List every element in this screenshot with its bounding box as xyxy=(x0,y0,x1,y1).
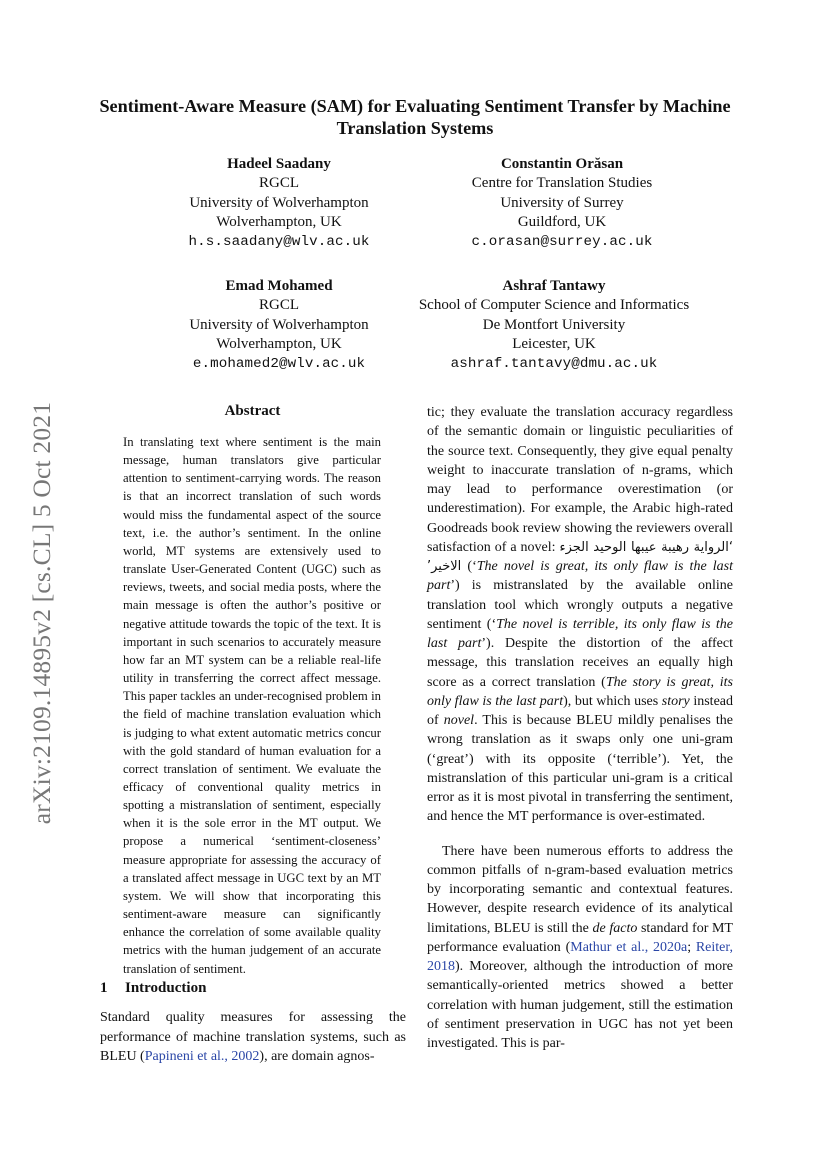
section-title: Introduction xyxy=(125,980,207,996)
body-text: ). Moreover, although the introduction of more semantically-oriented metrics showed a better correlation with human judgement, still the estimation of sentiment preservation in UGC has not yet been investigated. This is par- xyxy=(427,959,733,1051)
paper-title: Sentiment-Aware Measure (SAM) for Evaluating Sentiment Transfer by Machine Translation Systems xyxy=(99,96,731,138)
author-name: Ashraf Tantawy xyxy=(502,278,606,294)
example-text: story xyxy=(661,693,690,709)
author-name: Hadeel Saadany xyxy=(227,156,331,172)
abstract-heading: Abstract xyxy=(224,403,281,419)
example-text: The novel is terrible, its only flaw is the last part xyxy=(427,616,733,651)
author-affiliation: Wolverhampton, UK xyxy=(216,336,342,353)
right-column xyxy=(427,403,733,1053)
body-paragraph xyxy=(427,403,733,827)
author-affiliation: RGCL xyxy=(258,297,299,314)
author-email[interactable]: c.orasan@surrey.ac.uk xyxy=(471,233,653,250)
arxiv-identifier: arXiv:2109.14895v2 [cs.CL] 5 Oct 2021 xyxy=(27,401,56,825)
author-email[interactable]: ashraf.tantavy@dmu.ac.uk xyxy=(450,355,658,372)
arabic-quote: ‘الرواية رهيبة عيبها الوحيد الجزء الاخير’ xyxy=(427,539,733,574)
author-affiliation: University of Wolverhampton xyxy=(189,316,369,333)
body-text: (‘ xyxy=(461,559,477,574)
emphasis-text: de facto xyxy=(592,920,638,936)
body-text: ), but which uses xyxy=(563,693,662,709)
citation-link[interactable]: Papineni et al., 2002 xyxy=(144,1049,260,1064)
example-text: The novel is great, its only flaw is the last part xyxy=(427,559,733,594)
body-text: . This is because BLEU mildly penalises the wrong translation as it swaps only one uni-gram (‘great’) with its opposite (‘terrible’). Yet, the mistranslation of this particular uni-gram is a critical error as it is most pivotal in transferring the sentiment, and hence the MT performance is over-estimated. xyxy=(427,713,733,825)
body-text: Standard quality measures for assessing the performance of machine translation systems, such as BLEU ( xyxy=(100,1010,406,1064)
author-name: Constantin Orăsan xyxy=(500,156,624,172)
author-email[interactable]: e.mohamed2@wlv.ac.uk xyxy=(192,355,366,372)
author-email[interactable]: h.s.saadany@wlv.ac.uk xyxy=(188,233,370,250)
author-affiliation: University of Wolverhampton xyxy=(189,194,369,211)
author-block xyxy=(395,277,713,374)
citation-link[interactable]: Mathur et al., 2020a xyxy=(570,939,688,955)
abstract-text: In translating text where sentiment is the main message, human translators give particular attention to sentiment-carrying words. The reason is that an incorrect translation of such words would miss the fundamental aspect of the source text, i.e. the author’s sentiment. In the online world, MT systems are extensively used to translate User-Generated Content (UGC) such as reviews, tweets, and social media posts, where the main message is often the author’s positive or negative attitude towards the topic of the text. It is important in such scenarios to accurately measure how far an MT system can be a reliable real-life utility in transferring the correct affect message. This paper tackles an under-recognised problem in the field of machine translation evaluation which is judging to what extent automatic metrics concur with the gold standard of human evaluation for a correct translation of sentiment. We evaluate the efficacy of conventional quality metrics in spotting a mistranslation of sentiment, especially when it is the sole error in the MT output. We propose a numerical ‘sentiment-closeness’ measure appropriate for assessing the accuracy of a translated affect message in UGC text by an MT system. We will show that incorporating this sentiment-aware measure can significantly enhance the correlation of some available quality metrics with the human judgement of an accurate translation of sentiment. xyxy=(123,435,381,976)
arxiv-stamp xyxy=(22,378,62,848)
author-block xyxy=(160,277,398,374)
body-text: instead of xyxy=(427,693,733,728)
body-text: standard for MT performance evaluation ( xyxy=(427,920,733,955)
body-text: ; xyxy=(687,939,696,955)
section-number: 1 xyxy=(100,980,108,996)
example-text: novel xyxy=(443,713,475,728)
intro-paragraph xyxy=(100,1008,406,1067)
body-paragraph xyxy=(427,842,733,1054)
author-name: Emad Mohamed xyxy=(225,278,333,294)
author-affiliation: Centre for Translation Studies xyxy=(471,175,653,192)
author-affiliation: De Montfort University xyxy=(482,316,626,333)
author-block xyxy=(428,155,696,252)
body-text: ’) is mistranslated by the available online translation tool which wrongly outputs a negative sentiment (‘ xyxy=(427,578,733,632)
example-text: The story is great, its only flaw is the last part xyxy=(427,674,733,709)
body-text: ’). Despite the distortion of the affect message, this translation receives an equally high score as a correct translation ( xyxy=(427,636,733,690)
body-text: ), are domain agnos- xyxy=(259,1049,375,1064)
author-affiliation: Guildford, UK xyxy=(517,214,607,231)
body-text: tic; they evaluate the translation accuracy regardless of the semantic domain or linguistic peculiarities of the source text. Consequently, they give equal penalty weight to inaccurate translation of n-grams, which may lead to performance overestimation (or underestimation). For example, the Arabic high-rated Goodreads book review showing the reviewers overall satisfaction of a novel: xyxy=(427,405,733,555)
author-block xyxy=(160,155,398,252)
section-heading xyxy=(100,980,405,997)
author-affiliation: Wolverhampton, UK xyxy=(216,214,342,231)
author-affiliation: Leicester, UK xyxy=(512,336,596,353)
citation-link[interactable]: Reiter, 2018 xyxy=(427,939,733,974)
body-text: There have been numerous efforts to address the common pitfalls of n-gram-based evaluation metrics by incorporating semantic and contextual features. However, despite research evidence of its analytical limitations, BLEU is still the xyxy=(427,843,733,936)
author-affiliation: RGCL xyxy=(258,175,299,192)
author-affiliation: University of Surrey xyxy=(500,194,624,211)
author-affiliation: School of Computer Science and Informatics xyxy=(418,297,690,314)
